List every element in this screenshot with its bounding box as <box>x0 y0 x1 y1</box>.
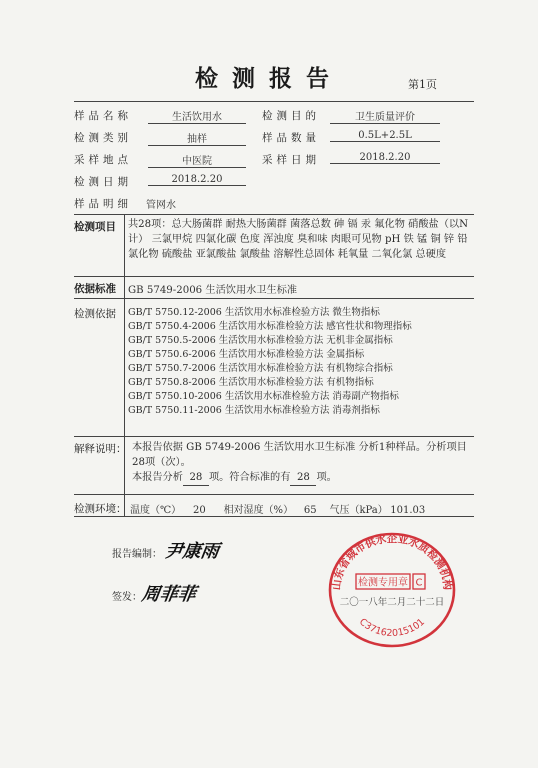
quantity-label: 样品数量 <box>262 132 320 144</box>
explanation-line1: 本报告依据 GB 5749-2006 生活饮用水卫生标准 分析1种样品。分析项目28项（次）。 <box>132 442 467 468</box>
explanation-divider <box>124 436 125 494</box>
environment-line <box>130 501 428 517</box>
method-line: GB/T 5750.8-2006 生活饮用水标准检验方法 有机物指标 <box>128 377 374 388</box>
seal-org-text: 山东省城市供水企业水质检测机构 <box>330 533 454 591</box>
category-value: 抽样 <box>148 130 246 146</box>
method-line: GB/T 5750.5-2006 生活饮用水标准检验方法 无机非金属指标 <box>128 335 393 346</box>
bottom-rule <box>74 516 474 517</box>
seal-center-text: 检测专用章 <box>358 577 408 589</box>
seal-date-text: 二〇一八年二月二十二日 <box>339 597 445 608</box>
rule-before-items <box>74 214 474 215</box>
sampling-date-label: 采样日期 <box>262 154 320 166</box>
rule-before-explanation <box>74 436 474 437</box>
report-title: 检测报告 <box>195 65 343 92</box>
method-line: GB/T 5750.12-2006 生活饮用水标准检验方法 微生物指标 <box>128 307 380 318</box>
basis-divider <box>124 276 125 298</box>
rule-before-methods <box>74 298 474 299</box>
method-line: GB/T 5750.10-2006 生活饮用水标准检验方法 消毒副产物指标 <box>128 391 399 402</box>
test-date-label: 检测日期 <box>74 176 132 188</box>
environment-divider <box>124 494 125 516</box>
category-label: 检测类别 <box>74 132 132 144</box>
sample-desc-value: 管网水 <box>146 200 176 211</box>
method-line: GB/T 5750.11-2006 生活饮用水标准检验方法 消毒剂指标 <box>128 405 380 416</box>
items-label: 检测项目 <box>74 221 116 233</box>
author-signature: 尹康雨 <box>163 541 221 562</box>
official-seal <box>312 518 472 648</box>
location-label: 采样地点 <box>74 154 132 166</box>
rule-before-basis <box>74 276 474 277</box>
humidity-value: 65 <box>296 505 324 517</box>
purpose-label: 检测目的 <box>262 110 320 122</box>
humidity-label: 相对湿度（%） <box>223 505 294 516</box>
seal-code-text: C37162015101 <box>356 616 428 640</box>
compliant-count: 28 <box>290 470 316 486</box>
signer-signature: 周菲菲 <box>140 584 198 605</box>
explanation-label: 解释说明： <box>74 443 127 455</box>
methods-divider <box>124 298 125 436</box>
explanation-line2-suffix: 项。 <box>316 472 337 483</box>
pressure-value: 101.03 <box>388 505 428 517</box>
method-line: GB/T 5750.7-2006 生活饮用水标准检验方法 有机物综合指标 <box>128 363 393 374</box>
items-divider <box>124 214 125 276</box>
method-line: GB/T 5750.6-2006 生活饮用水标准检验方法 金属指标 <box>128 349 365 360</box>
seal-suffix-mark: C <box>415 577 423 589</box>
analyzed-count: 28 <box>183 470 209 486</box>
temp-value: 20 <box>184 505 214 517</box>
purpose-value: 卫生质量评价 <box>330 108 440 124</box>
page-number: 第1页 <box>408 78 437 91</box>
top-rule <box>74 101 474 102</box>
explanation-line2-mid: 项。符合标准的有 <box>208 472 291 483</box>
rule-before-environment <box>74 494 474 495</box>
method-line: GB/T 5750.4-2006 生活饮用水标准检验方法 感官性状和物理指标 <box>128 321 412 332</box>
environment-label: 检测环境： <box>74 503 127 515</box>
items-text: 共28项：总大肠菌群 耐热大肠菌群 菌落总数 砷 镉 汞 氟化物 硝酸盐（以N计） 三氯甲烷 四氯化碳 色度 浑浊度 臭和味 肉眼可见物 pH 铁 锰 铜 锌 铅 氯化物 硫酸盐 亚氯酸盐 氯酸盐 溶解性总固体 耗氧量 二氧化氯 总硬度 <box>128 219 468 260</box>
sample-name-label: 样品名称 <box>74 110 132 122</box>
temp-label: 温度（℃） <box>130 505 182 516</box>
basis-text: GB 5749-2006 生活饮用水卫生标准 <box>128 285 298 296</box>
sample-name-value: 生活饮用水 <box>148 108 246 124</box>
signer-label: 签发： <box>112 592 142 603</box>
explanation-line2-prefix: 本报告分析 <box>132 472 183 483</box>
location-value: 中医院 <box>148 152 246 168</box>
author-label: 报告编制： <box>112 549 162 560</box>
sample-desc-label: 样品明细 <box>74 198 132 210</box>
methods-label: 检测依据 <box>74 308 116 320</box>
sampling-date-value: 2018.2.20 <box>330 152 440 164</box>
basis-label: 依据标准 <box>74 283 116 295</box>
explanation-line2 <box>132 470 337 486</box>
quantity-value: 0.5L+2.5L <box>330 130 440 142</box>
pressure-label: 气压（kPa） <box>329 505 388 516</box>
test-date-value: 2018.2.20 <box>148 174 246 186</box>
